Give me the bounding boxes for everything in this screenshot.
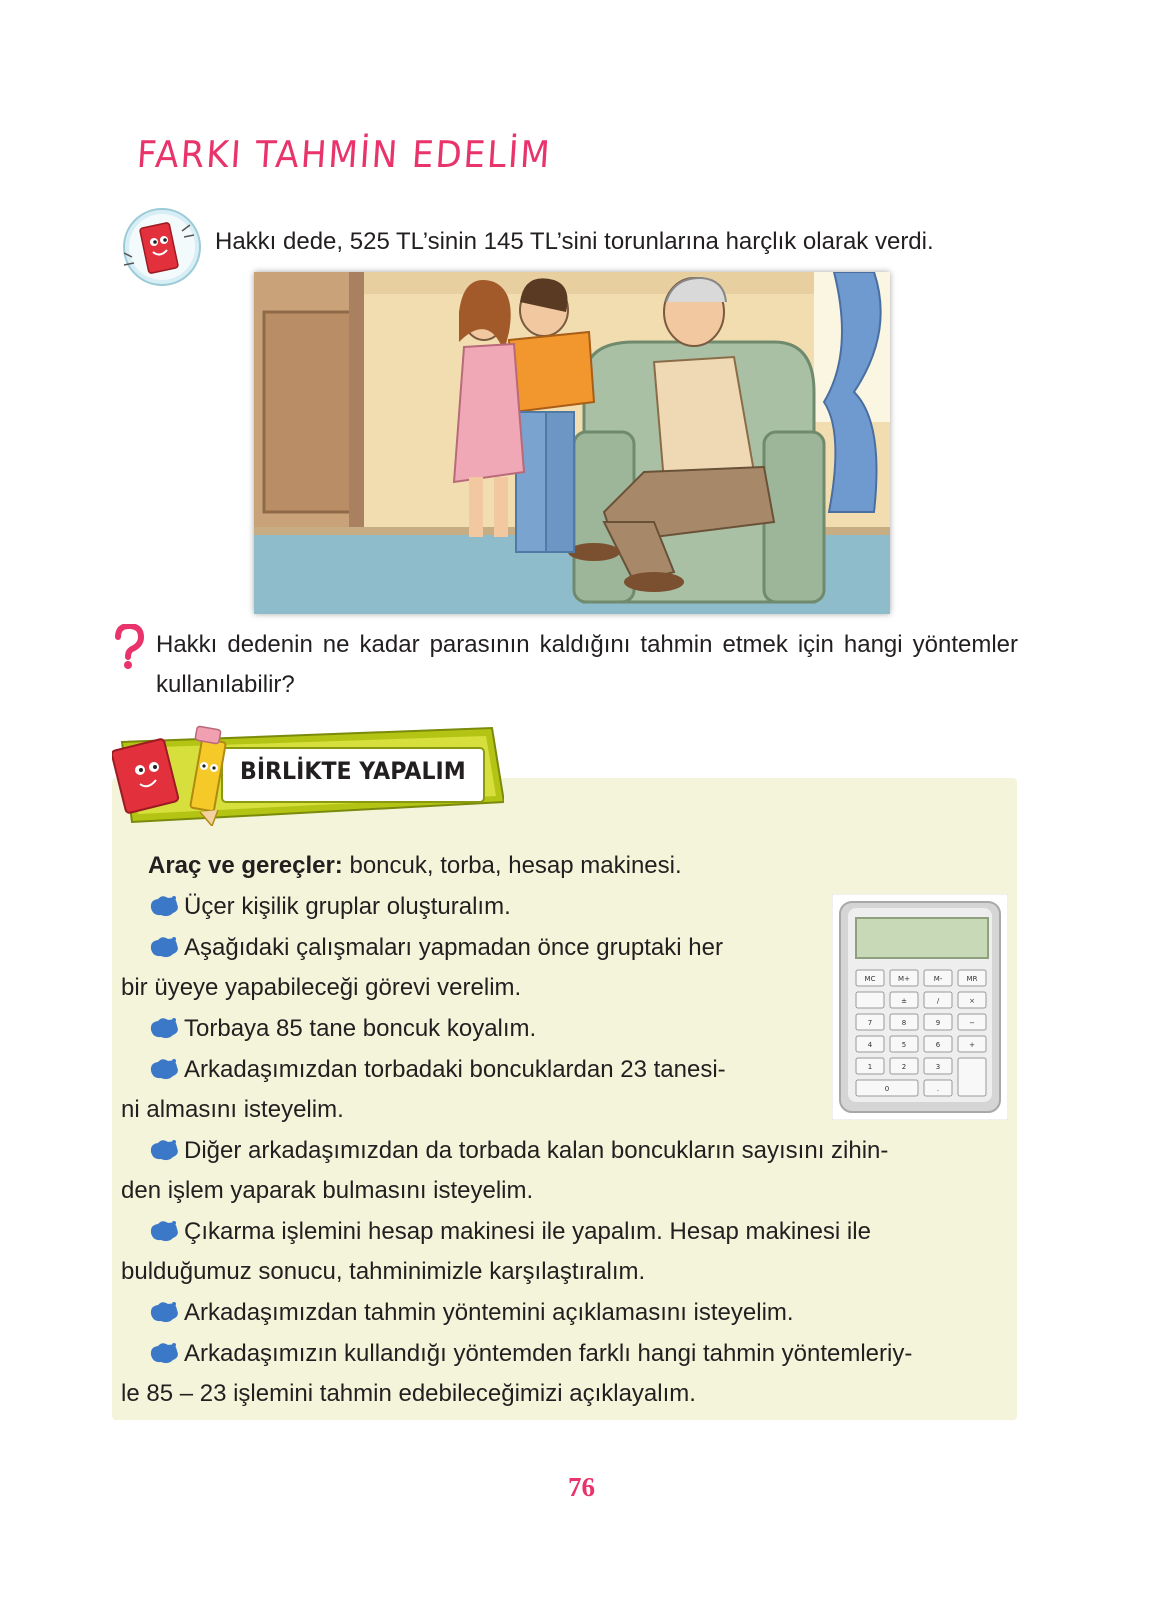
calc-key-mplus: M+ [898, 975, 910, 983]
calc-key-8: 8 [901, 1019, 907, 1027]
calc-key-2: 2 [901, 1063, 907, 1071]
calc-key-mr: MR [966, 975, 978, 983]
bullet-splash-icon [148, 1016, 180, 1040]
step-continuation: le 85 – 23 işlemini tahmin edebileceğimizi açıklayalım. [121, 1380, 696, 1407]
step-item [148, 1212, 1006, 1253]
step-text: Torbaya 85 tane boncuk koyalım. [184, 1015, 537, 1042]
step-item [148, 887, 511, 928]
step-text: Üçer kişilik gruplar oluşturalım. [184, 893, 511, 920]
calc-key-mminus: M- [933, 975, 943, 983]
calc-key-9: 9 [935, 1019, 941, 1027]
bullet-splash-icon [148, 894, 180, 918]
calc-key-1: 1 [867, 1063, 873, 1071]
step-continuation: den işlem yaparak bulmasını isteyelim. [121, 1177, 534, 1204]
materials-text: boncuk, torba, hesap makinesi. [342, 852, 682, 879]
calc-key-7: 7 [867, 1019, 873, 1027]
calc-key-minus: − [969, 1019, 975, 1027]
step-continuation: bir üyeye yapabileceği görevi verelim. [121, 974, 522, 1001]
bullet-splash-icon [148, 935, 180, 959]
calc-key-multiply: × [969, 997, 975, 1005]
step-text: Arkadaşımızın kullandığı yöntemden farklı hangi tahmin yöntemleriy- [184, 1340, 913, 1367]
page-title: FARKI TAHMİN EDELİM [135, 133, 553, 177]
materials-label: Araç ve gereçler: [148, 852, 343, 879]
question-mark-icon [112, 624, 146, 670]
bullet-splash-icon [148, 1138, 180, 1162]
step-text: Diğer arkadaşımızdan da torbada kalan boncukların sayısını zihin- [184, 1137, 889, 1164]
bullet-splash-icon [148, 1300, 180, 1324]
calc-key-4: 4 [867, 1041, 873, 1049]
grandfather-children-illustration [254, 272, 890, 614]
step-item [148, 1050, 726, 1091]
step-item [148, 1131, 1006, 1172]
calc-key-dot: . [936, 1085, 940, 1093]
step-continuation: bulduğumuz sonucu, tahminimizle karşılaştıralım. [121, 1258, 646, 1285]
notebook-character-icon [112, 205, 204, 295]
calc-key-6: 6 [935, 1041, 941, 1049]
calc-key-0: 0 [884, 1085, 890, 1093]
calc-key-divide: / [936, 997, 940, 1005]
step-item [148, 928, 723, 969]
step-item [148, 1293, 794, 1334]
step-continuation: ni almasını isteyelim. [121, 1096, 344, 1123]
activity-banner-label: BİRLİKTE YAPALIM [240, 757, 466, 785]
calc-key-plus: + [969, 1041, 975, 1049]
page-number: 76 [568, 1472, 595, 1502]
step-text: Aşağıdaki çalışmaları yapmadan önce gruptaki her [184, 934, 723, 961]
question-text: Hakkı dedenin ne kadar parasının kaldığını tahmin etmek için hangi yöntemler kullanılabilir? [156, 631, 1018, 698]
step-item [148, 1009, 536, 1050]
step-text: Arkadaşımızdan tahmin yöntemini açıklamasını isteyelim. [184, 1299, 794, 1326]
bullet-splash-icon [148, 1219, 180, 1243]
intro-text: Hakkı dede, 525 TL’sinin 145 TL’sini torunlarına harçlık olarak verdi. [215, 228, 934, 255]
bullet-splash-icon [148, 1057, 180, 1081]
step-item [148, 1334, 912, 1375]
step-text: Arkadaşımızdan torbadaki boncuklardan 23 tanesi- [184, 1056, 726, 1083]
bullet-splash-icon [148, 1341, 180, 1365]
materials-line [148, 846, 682, 887]
calc-key-mc: MC [864, 975, 876, 983]
calculator-image [832, 894, 1008, 1120]
calc-key-5: 5 [901, 1041, 907, 1049]
step-text: Çıkarma işlemini hesap makinesi ile yapalım. Hesap makinesi ile [184, 1218, 871, 1245]
calc-key-3: 3 [935, 1063, 941, 1071]
calc-key-plusminus: ± [901, 997, 907, 1005]
